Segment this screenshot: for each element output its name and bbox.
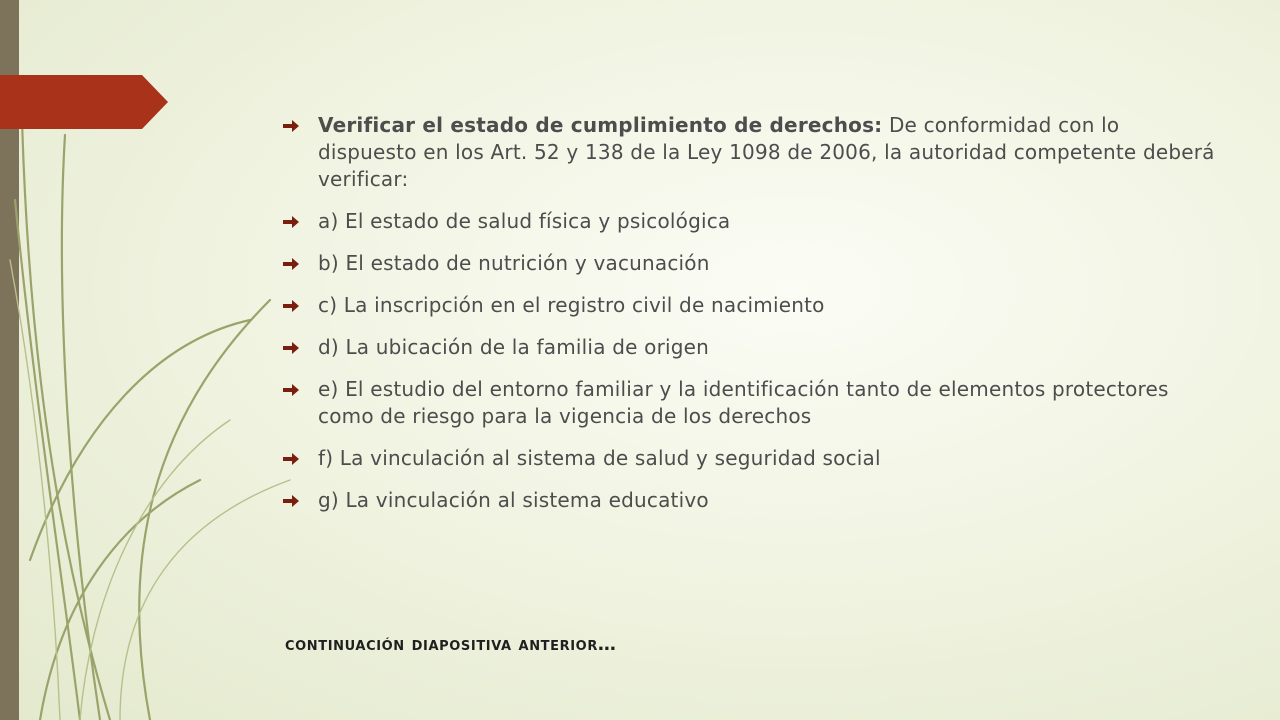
list-item-text: b) El estado de nutrición y vacunación: [318, 251, 710, 275]
intro-bullet: [283, 112, 1223, 193]
list-item: [283, 487, 1223, 514]
list-item-text: g) La vinculación al sistema educativo: [318, 488, 709, 512]
arrow-right-icon: [283, 120, 299, 132]
arrow-right-icon: [283, 453, 299, 465]
list-item: [283, 292, 1223, 319]
list-item: [283, 445, 1223, 472]
arrow-right-icon: [283, 342, 299, 354]
list-item-text: f) La vinculación al sistema de salud y seguridad social: [318, 446, 881, 470]
slide-footer-title: continuación diapositiva anterior…: [285, 634, 617, 655]
list-item: [283, 250, 1223, 277]
list-item: [283, 208, 1223, 235]
intro-bold: Verificar el estado de cumplimiento de derechos:: [318, 113, 883, 137]
arrow-right-icon: [283, 300, 299, 312]
arrow-right-icon: [283, 258, 299, 270]
list-item-text: d) La ubicación de la familia de origen: [318, 335, 710, 359]
intro-body: De conformidad con lo dispuesto en los Art. 52 y 138 de la Ley 1098 de 2006, la autoridad competente deberá verificar:: [318, 113, 1215, 191]
arrow-right-icon: [283, 495, 299, 507]
bullet-list: [283, 112, 1223, 529]
list-item: [283, 334, 1223, 361]
arrow-right-icon: [283, 216, 299, 228]
accent-arrow-tab: [0, 75, 170, 129]
list-item: [283, 376, 1223, 430]
arrow-right-icon: [283, 384, 299, 396]
list-item-text: a) El estado de salud física y psicológica: [318, 209, 731, 233]
list-item-text: c) La inscripción en el registro civil de nacimiento: [318, 293, 825, 317]
intro-text: [318, 112, 1223, 193]
list-item-text: e) El estudio del entorno familiar y la identificación tanto de elementos protectores como de riesgo para la vigencia de los derechos: [318, 377, 1169, 428]
